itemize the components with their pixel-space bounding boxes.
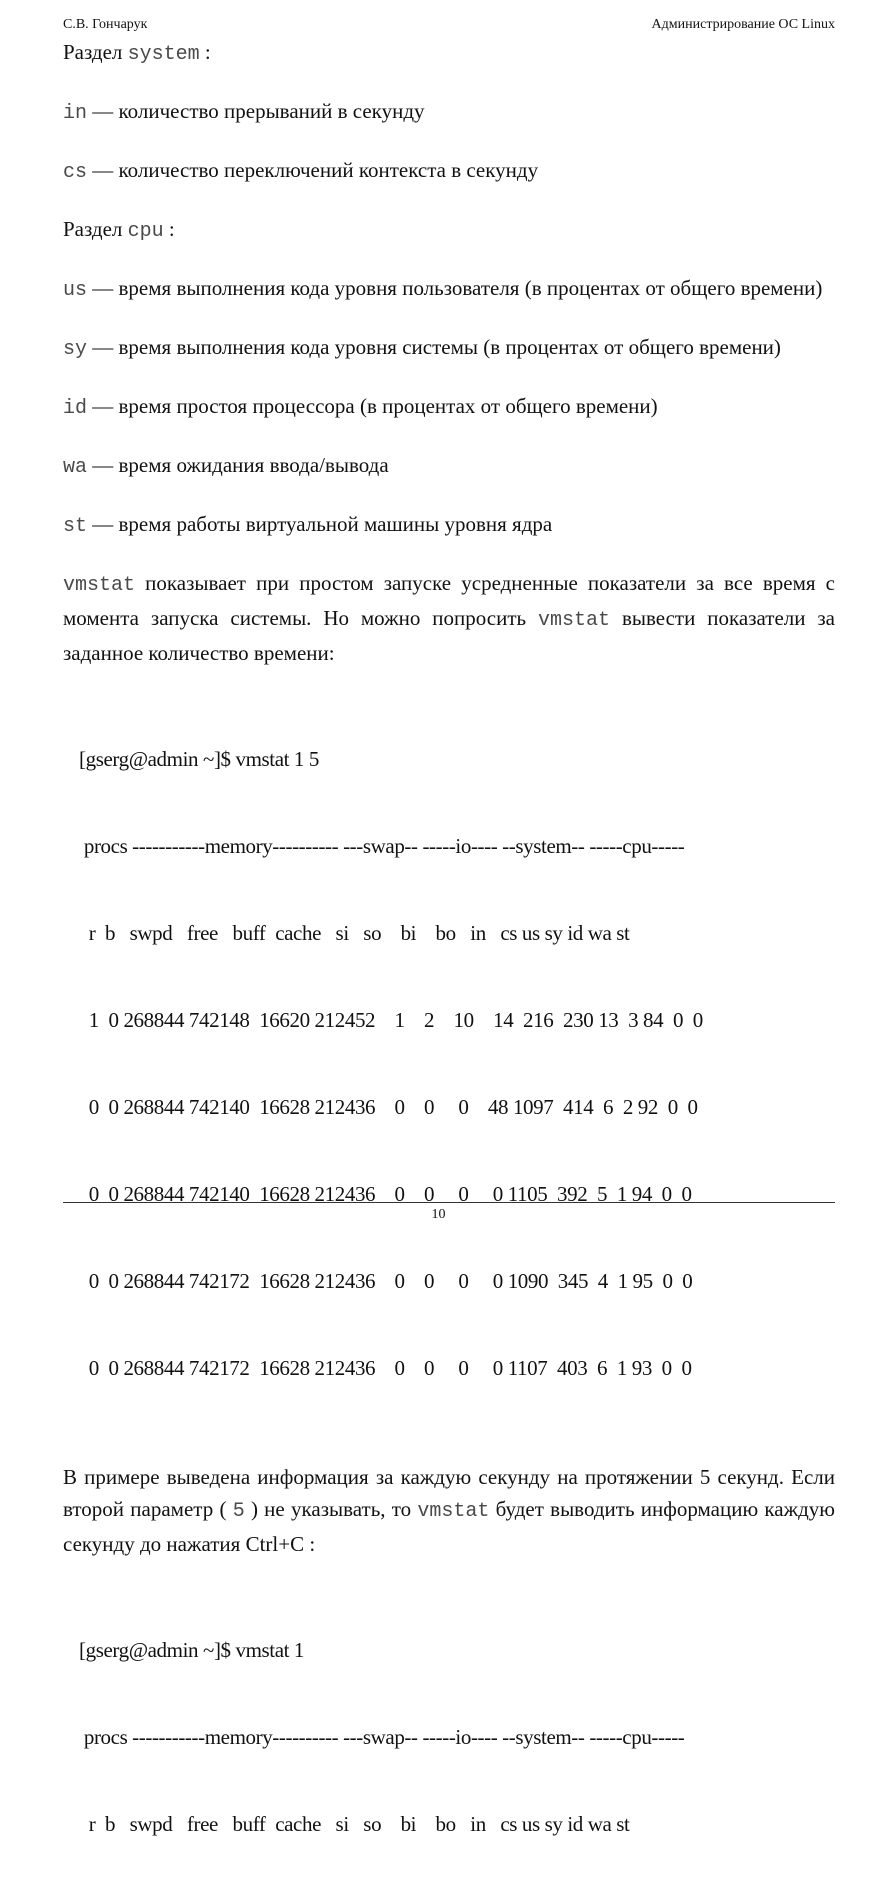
paragraph-vmstat-intro: vmstat показывает при простом запуске усредненные показатели за все время с момента запуска системы. Но можно попросить vmstat вывести показатели за заданное количество времени: [63,571,835,665]
example2-line: procs -----------memory---------- ---swap-- -----io---- --system-- -----cpu----- [79,1725,685,1749]
def-cs: cs — количество переключений контекста в секунду [63,158,539,184]
example1-line: procs -----------memory---------- ---swap-- -----io---- --system-- -----cpu----- [79,834,685,858]
def-id: id — время простоя процессора (в процентах от общего времени) [63,394,658,420]
footer-divider [63,1202,835,1203]
page-content [63,36,835,1897]
code-cpu: cpu [127,220,164,243]
example2-line: [gserg@admin ~]$ vmstat 1 [79,1638,305,1662]
header-author: С.В. Гончарук [63,17,148,32]
example1-line: 0 0 268844 742172 16628 212436 0 0 0 0 1090 345 4 1 95 0 0 [79,1269,693,1293]
code-system: system [127,43,200,66]
paragraph-vmstat-example-explanation: В примере выведена информация за каждую секунду на протяжении 5 секунд. Если второй параметр ( 5 ) не указывать, то vmstat будет выводить информацию каждую секунду до нажатия Ctrl+C : [63,1465,835,1556]
page-number: 10 [431,1207,446,1222]
def-sy: sy — время выполнения кода уровня системы (в процентах от общего времени) [63,335,781,361]
def-st: st — время работы виртуальной машины уровня ядра [63,512,553,538]
example1-line: 1 0 268844 742148 16620 212452 1 2 10 14 216 230 13 3 84 0 0 [79,1008,703,1032]
example1-line: [gserg@admin ~]$ vmstat 1 5 [79,747,319,771]
example1-line: 0 0 268844 742140 16628 212436 0 0 0 48 1097 414 6 2 92 0 0 [79,1095,698,1119]
vmstat-example-output-2 [79,1578,835,1897]
vmstat-example-output-1 [79,687,835,1441]
def-us: us — время выполнения кода уровня пользователя (в процентах от общего времени) [63,276,823,302]
section-system-heading: Раздел system : [63,40,211,66]
def-in: in — количество прерываний в секунду [63,99,425,125]
def-wa: wa — время ожидания ввода/вывода [63,453,389,479]
example1-line: r b swpd free buff cache si so bi bo in cs us sy id wa st [79,921,630,945]
section-cpu-heading: Раздел cpu : [63,217,175,243]
header-title: Администрирование ОС Linux [651,17,835,32]
example2-line: r b swpd free buff cache si so bi bo in cs us sy id wa st [79,1812,630,1836]
page-header [63,17,835,37]
example1-line: 0 0 268844 742140 16628 212436 0 0 0 0 1105 392 5 1 94 0 0 [79,1182,692,1206]
example1-line: 0 0 268844 742172 16628 212436 0 0 0 0 1107 403 6 1 93 0 0 [79,1356,692,1380]
